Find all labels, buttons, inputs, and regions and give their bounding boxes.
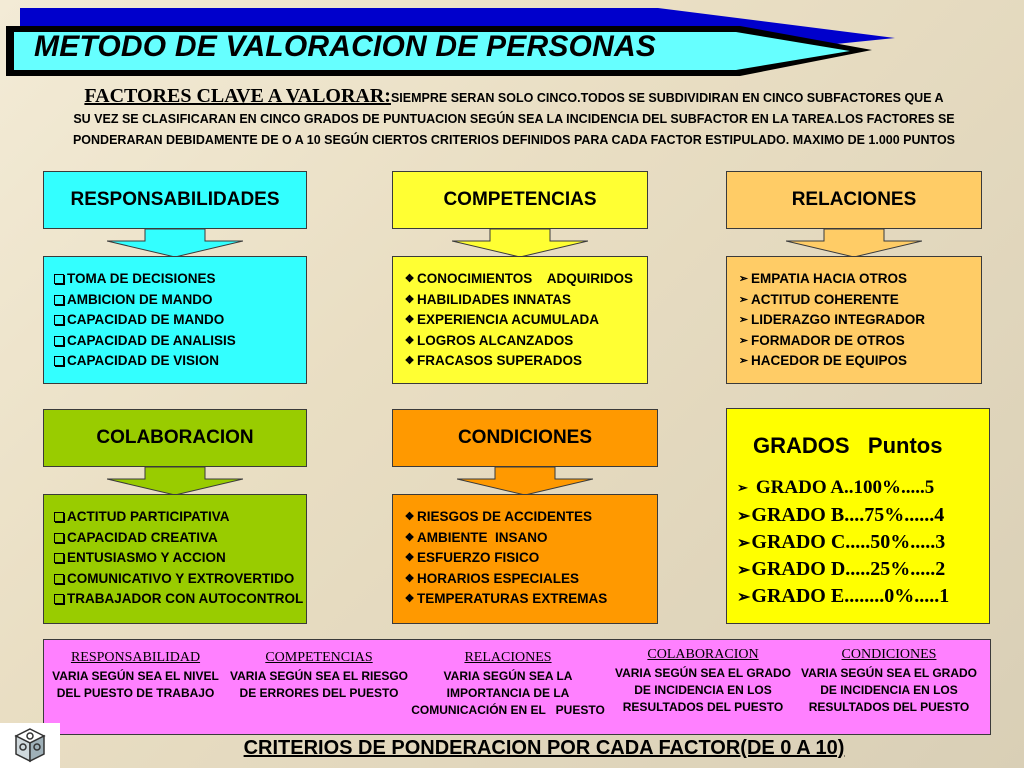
arrowhead-icon: ➢ bbox=[737, 561, 751, 579]
criteria-condiciones bbox=[796, 647, 982, 716]
factor-title: RELACIONES bbox=[791, 189, 917, 210]
factor-list-responsabilidades bbox=[43, 256, 307, 384]
criteria-title: CONDICIONES bbox=[841, 647, 937, 662]
arrowhead-icon: ➢ bbox=[738, 355, 749, 367]
criteria-line: DE INCIDENCIA EN LOS bbox=[634, 683, 772, 697]
list-item: ❖ RIESGOS DE ACCIDENTES bbox=[403, 507, 657, 528]
factor-title: COLABORACION bbox=[96, 427, 254, 448]
down-arrow-icon bbox=[107, 229, 243, 257]
down-arrow-icon bbox=[107, 467, 243, 495]
criteria-line: RESULTADOS DEL PUESTO bbox=[808, 700, 970, 714]
checkbox-square-icon bbox=[54, 594, 64, 604]
factor-header-competencias bbox=[392, 171, 648, 229]
diamond-dots-icon: ❖ bbox=[404, 314, 415, 326]
criteria-line: VARIA SEGÚN SEA LA bbox=[443, 669, 573, 683]
arrowhead-icon: ➢ bbox=[737, 588, 751, 606]
grade-item: ➢ GRADO C.....50%.....3 bbox=[737, 531, 946, 553]
list-item: AMBICION DE MANDO bbox=[54, 290, 306, 311]
factor-list-condiciones bbox=[392, 494, 658, 624]
diamond-dots-icon: ❖ bbox=[404, 593, 415, 605]
criteria-line: DE INCIDENCIA EN LOS bbox=[820, 683, 958, 697]
grade-item: ➢ GRADO A..100%.....5 bbox=[737, 477, 935, 498]
list-item: ➢ LIDERAZGO INTEGRADOR bbox=[737, 310, 981, 331]
criteria-responsabilidad bbox=[48, 650, 223, 702]
criteria-relaciones bbox=[410, 650, 606, 719]
list-item: ➢ EMPATIA HACIA OTROS bbox=[737, 269, 981, 290]
criteria-line: DE ERRORES DEL PUESTO bbox=[239, 686, 399, 700]
diamond-dots-icon: ❖ bbox=[404, 355, 415, 367]
list-item: ❖ ESFUERZO FISICO bbox=[403, 548, 657, 569]
arrowhead-icon: ➢ bbox=[737, 507, 751, 525]
factor-list-colaboracion bbox=[43, 494, 307, 624]
down-arrow-icon bbox=[452, 229, 588, 257]
list-item: CAPACIDAD CREATIVA bbox=[54, 528, 306, 549]
arrowhead-icon: ➢ bbox=[738, 273, 749, 285]
criteria-title: COLABORACION bbox=[647, 647, 759, 662]
factor-header-colaboracion bbox=[43, 409, 307, 467]
checkbox-square-icon bbox=[54, 295, 64, 305]
list-item: TOMA DE DECISIONES bbox=[54, 269, 306, 290]
intro-line-1: SIEMPRE SERAN SOLO CINCO.TODOS SE SUBDIVIDIRAN EN CINCO SUBFACTORES QUE A bbox=[390, 91, 944, 105]
checkbox-square-icon bbox=[54, 553, 64, 563]
intro-line-2: SU VEZ SE CLASIFICARAN EN CINCO GRADOS DE PUNTUACION SEGÚN SEA LA INCIDENCIA DEL SUBFACTOR EN LA TAREA.LOS FACTORES SE bbox=[73, 112, 955, 126]
criteria-title: RESPONSABILIDAD bbox=[70, 650, 201, 665]
down-arrow-icon bbox=[457, 467, 593, 495]
list-item: ENTUSIASMO Y ACCION bbox=[54, 548, 306, 569]
criteria-line: RESULTADOS DEL PUESTO bbox=[622, 700, 784, 714]
grade-item: ➢ GRADO B....75%......4 bbox=[737, 504, 945, 526]
list-item: CAPACIDAD DE VISION bbox=[54, 351, 306, 372]
criteria-line: VARIA SEGÚN SEA EL NIVEL bbox=[52, 669, 219, 683]
list-item: ❖ HABILIDADES INNATAS bbox=[403, 290, 647, 311]
list-item: TRABAJADOR CON AUTOCONTROL bbox=[54, 589, 306, 610]
criteria-title: RELACIONES bbox=[464, 650, 552, 665]
checkbox-square-icon bbox=[54, 315, 64, 325]
checkbox-square-icon bbox=[54, 336, 64, 346]
diamond-dots-icon: ❖ bbox=[404, 531, 415, 544]
factor-list-relaciones bbox=[726, 256, 982, 384]
diamond-dots-icon: ❖ bbox=[404, 273, 415, 285]
factor-header-condiciones bbox=[392, 409, 658, 467]
logo bbox=[0, 723, 60, 768]
factor-list-competencias bbox=[392, 256, 648, 384]
factor-title: RESPONSABILIDADES bbox=[70, 189, 280, 210]
diamond-dots-icon: ❖ bbox=[404, 552, 415, 564]
diamond-dots-icon: ❖ bbox=[404, 293, 415, 306]
arrowhead-icon: ➢ bbox=[738, 293, 749, 306]
list-item: CAPACIDAD DE MANDO bbox=[54, 310, 306, 331]
cube-logo-icon bbox=[0, 723, 60, 768]
list-item: ❖ LOGROS ALCANZADOS bbox=[403, 331, 647, 352]
checkbox-square-icon bbox=[54, 533, 64, 543]
factor-title: CONDICIONES bbox=[457, 427, 593, 448]
criteria-line: VARIA SEGÚN SEA EL GRADO bbox=[614, 666, 792, 680]
arrowhead-icon: ➢ bbox=[737, 480, 748, 495]
list-item: ❖ TEMPERATURAS EXTREMAS bbox=[403, 589, 657, 610]
criteria-line: VARIA SEGÚN SEA EL GRADO bbox=[800, 666, 978, 680]
intro-line-3: PONDERARAN DEBIDAMENTE DE O A 10 SEGÚN CIERTOS CRITERIOS DEFINIDOS PARA CADA FACTOR ESTIPULADO. MAXIMO DE 1.000 PUNTOS bbox=[72, 133, 956, 147]
list-item: ➢ FORMADOR DE OTROS bbox=[737, 331, 981, 352]
factor-header-relaciones bbox=[726, 171, 982, 229]
diamond-dots-icon: ❖ bbox=[404, 511, 415, 523]
list-item: ➢ ACTITUD COHERENTE bbox=[737, 290, 981, 311]
criteria-title: COMPETENCIAS bbox=[265, 650, 373, 665]
grades-panel bbox=[726, 408, 990, 624]
intro-paragraph bbox=[12, 86, 1016, 151]
factor-title: COMPETENCIAS bbox=[443, 189, 597, 210]
arrowhead-icon: ➢ bbox=[738, 314, 749, 326]
list-item: ❖ CONOCIMIENTOS ADQUIRIDOS bbox=[403, 269, 647, 290]
list-item: ❖ EXPERIENCIA ACUMULADA bbox=[403, 310, 647, 331]
diamond-dots-icon: ❖ bbox=[404, 572, 415, 585]
criteria-colaboracion bbox=[610, 647, 796, 716]
criteria-panel bbox=[43, 639, 991, 735]
list-item: CAPACIDAD DE ANALISIS bbox=[54, 331, 306, 352]
criteria-competencias bbox=[229, 650, 409, 702]
page-title: METODO DE VALORACION DE PERSONAS bbox=[34, 30, 657, 63]
footer-caption: CRITERIOS DE PONDERACION POR CADA FACTOR(DE 0 A 10) bbox=[243, 737, 845, 759]
down-arrow-icon bbox=[786, 229, 922, 257]
arrowhead-icon: ➢ bbox=[738, 334, 749, 347]
criteria-line: VARIA SEGÚN SEA EL RIESGO bbox=[229, 669, 409, 683]
list-item: COMUNICATIVO Y EXTROVERTIDO bbox=[54, 569, 306, 590]
criteria-line: IMPORTANCIA DE LA bbox=[446, 686, 570, 700]
criteria-line: COMUNICACIÓN EN EL PUESTO bbox=[411, 703, 605, 717]
factor-header-responsabilidades bbox=[43, 171, 307, 229]
checkbox-square-icon bbox=[54, 574, 64, 584]
list-item: ACTITUD PARTICIPATIVA bbox=[54, 507, 306, 528]
grade-item: ➢ GRADO E........0%.....1 bbox=[737, 585, 950, 607]
list-item: ❖ AMBIENTE INSANO bbox=[403, 528, 657, 549]
arrowhead-icon: ➢ bbox=[737, 534, 751, 552]
list-item: ❖ HORARIOS ESPECIALES bbox=[403, 569, 657, 590]
diamond-dots-icon: ❖ bbox=[404, 334, 415, 347]
list-item: ➢ HACEDOR DE EQUIPOS bbox=[737, 351, 981, 372]
intro-lead: FACTORES CLAVE A VALORAR: bbox=[84, 85, 391, 107]
grades-title: GRADOS Puntos bbox=[753, 433, 943, 458]
checkbox-square-icon bbox=[54, 512, 64, 522]
criteria-line: DEL PUESTO DE TRABAJO bbox=[56, 686, 215, 700]
checkbox-square-icon bbox=[54, 274, 64, 284]
checkbox-square-icon bbox=[54, 356, 64, 366]
list-item: ❖ FRACASOS SUPERADOS bbox=[403, 351, 647, 372]
grade-item: ➢ GRADO D.....25%.....2 bbox=[737, 558, 946, 580]
